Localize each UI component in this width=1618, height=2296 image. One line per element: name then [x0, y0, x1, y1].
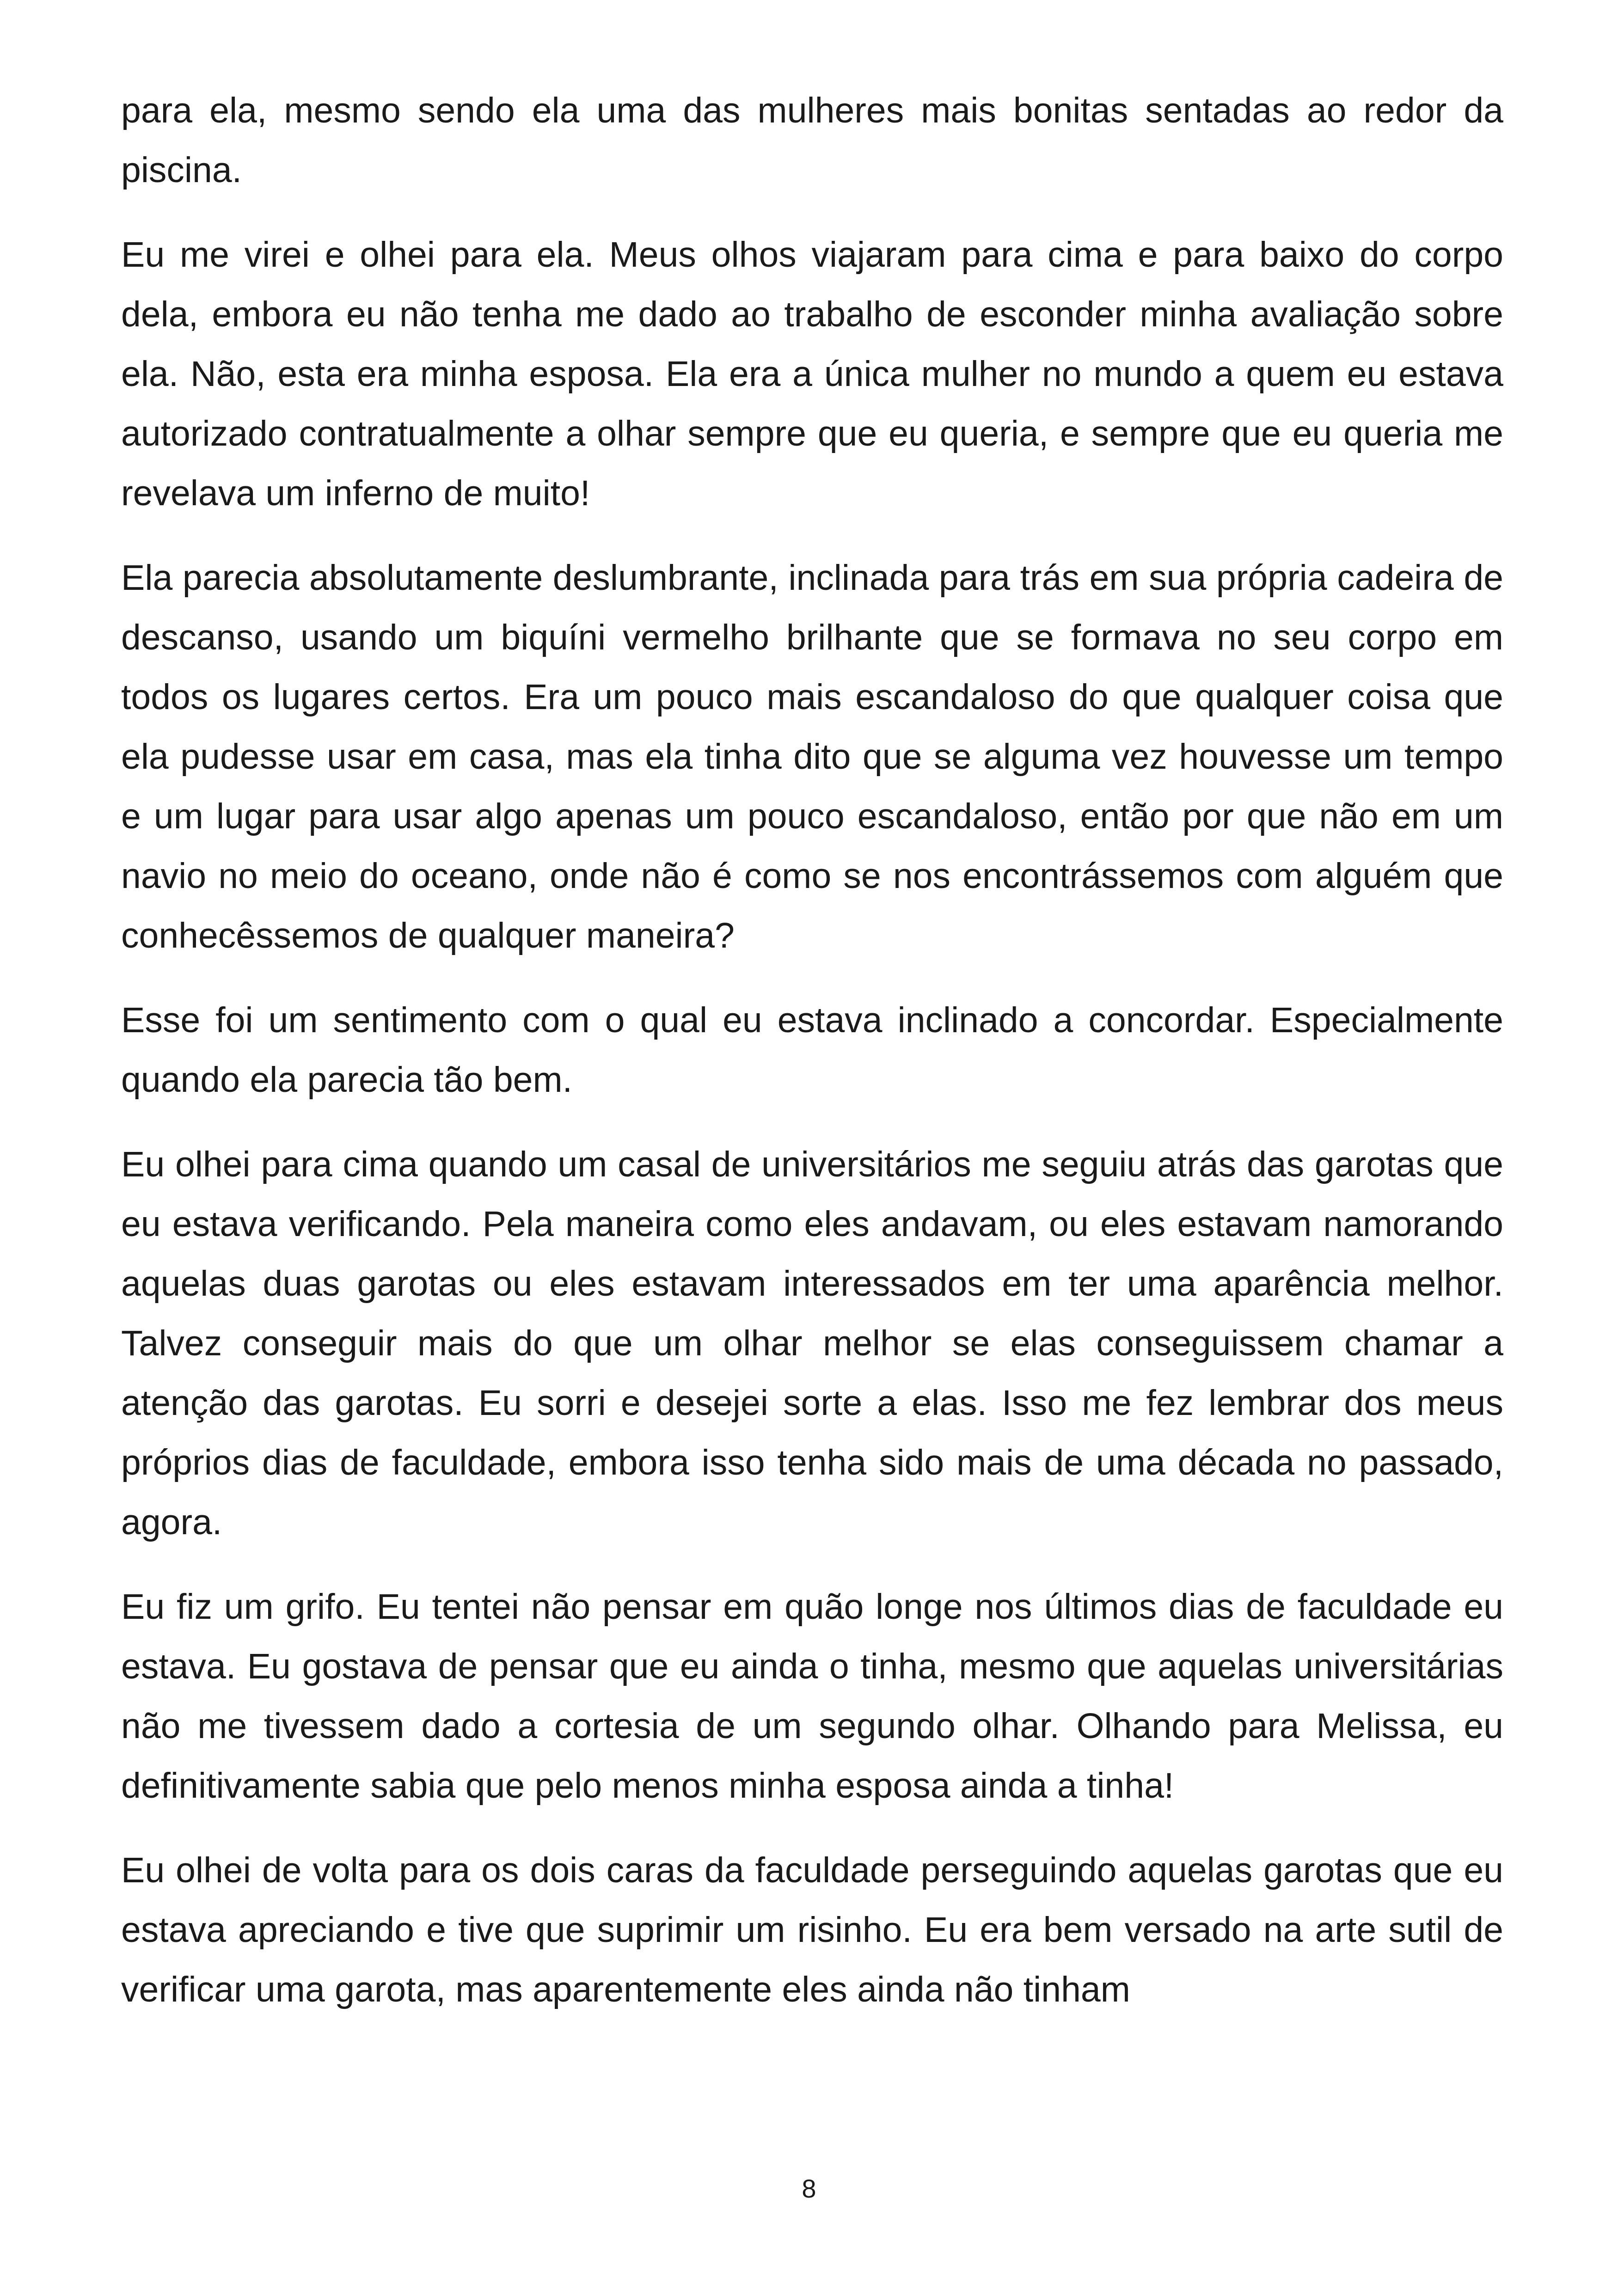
page-text-body [121, 81, 1503, 2020]
paragraph-2: Eu me virei e olhei para ela. Meus olhos viajaram para cima e para baixo do corpo dela, embora eu não tenha me dado ao trabalho de esconder minha avaliação sobre ela. Não, esta era minha esposa. Ela era a única mulher no mundo a quem eu estava autorizado contratualmente a olhar sempre que eu queria, e sempre que eu queria me revelava um inferno de muito! [121, 235, 1503, 513]
page-number: 8 [802, 2174, 816, 2203]
paragraph-4: Esse foi um sentimento com o qual eu estava inclinado a concordar. Especialmente quando ela parecia tão bem. [121, 1000, 1503, 1100]
paragraph-6: Eu fiz um grifo. Eu tentei não pensar em quão longe nos últimos dias de faculdade eu estava. Eu gostava de pensar que eu ainda o tinha, mesmo que aquelas universitárias não me tivessem dado a cortesia de um segundo olhar. Olhando para Melissa, eu definitivamente sabia que pelo menos minha esposa ainda a tinha! [121, 1587, 1503, 1806]
paragraph-5: Eu olhei para cima quando um casal de universitários me seguiu atrás das garotas que eu estava verificando. Pela maneira como eles andavam, ou eles estavam namorando aquelas duas garotas ou eles estavam interessados em ter uma aparência melhor. Talvez conseguir mais do que um olhar melhor se elas conseguissem chamar a atenção das garotas. Eu sorri e desejei sorte a elas. Isso me fez lembrar dos meus próprios dias de faculdade, embora isso tenha sido mais de uma década no passado, agora. [121, 1145, 1503, 1542]
paragraph-1: para ela, mesmo sendo ela uma das mulheres mais bonitas sentadas ao redor da piscina. [121, 91, 1503, 190]
paragraph-7: Eu olhei de volta para os dois caras da faculdade perseguindo aquelas garotas que eu estava apreciando e tive que suprimir um risinho. Eu era bem versado na arte sutil de verificar uma garota, mas aparentemente eles ainda não tinham [121, 1850, 1503, 2009]
paragraph-3: Ela parecia absolutamente deslumbrante, inclinada para trás em sua própria cadeira de descanso, usando um biquíni vermelho brilhante que se formava no seu corpo em todos os lugares certos. Era um pouco mais escandaloso do que qualquer coisa que ela pudesse usar em casa, mas ela tinha dito que se alguma vez houvesse um tempo e um lugar para usar algo apenas um pouco escandaloso, então por que não em um navio no meio do oceano, onde não é como se nos encontrássemos com alguém que conhecêssemos de qualquer maneira? [121, 558, 1503, 955]
